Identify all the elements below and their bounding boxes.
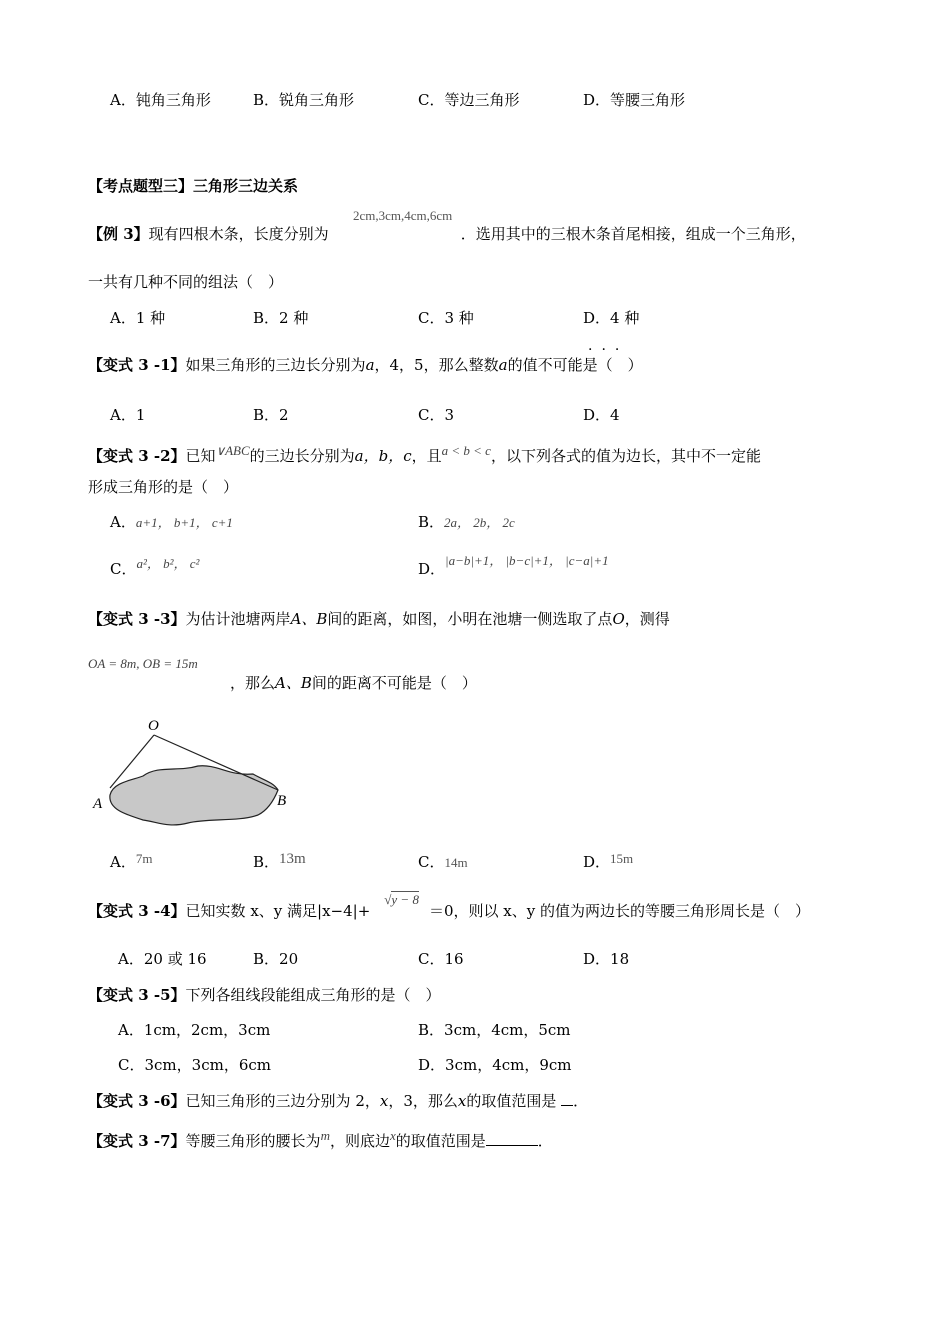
- text: ，3，那么: [388, 1092, 458, 1110]
- text: 间的距离不可能是（ ）: [311, 674, 477, 692]
- text: 的取值范围是: [395, 1132, 486, 1150]
- radicand: y − 8: [391, 892, 419, 907]
- option-b: B．2 种: [253, 309, 309, 327]
- option-c: C．3 种: [418, 309, 474, 327]
- option-d: D．18: [583, 950, 630, 968]
- variant-3-2-line2: 形成三角形的是（ ）: [88, 478, 239, 496]
- point: O: [612, 610, 625, 628]
- variant-label: 【变式 3 -1】: [88, 356, 186, 374]
- variant-label: 【变式 3 -4】: [88, 902, 186, 920]
- text: 已知: [185, 447, 216, 465]
- option-a: A．1 种: [110, 309, 166, 327]
- lengths-formula: 2cm,3cm,4cm,6cm: [353, 208, 453, 223]
- letter: C．: [110, 560, 137, 578]
- var: x: [389, 1128, 396, 1143]
- option-a: [110, 852, 152, 873]
- sqrt-expression: √y − 8: [384, 892, 419, 907]
- letter: D．: [418, 560, 446, 578]
- answer-blank[interactable]: [561, 1091, 573, 1106]
- text: 如果三角形的三边长分别为: [185, 356, 366, 374]
- variant-label: 【变式 3 -5】: [88, 986, 186, 1004]
- variant-3-5: [88, 985, 441, 1005]
- option-d: D．等腰三角形: [583, 91, 686, 109]
- example-3-line2: 一共有几种不同的组法（ ）: [88, 273, 284, 291]
- letter: A．: [110, 513, 136, 531]
- option-c: [110, 556, 200, 580]
- value: 7m: [135, 851, 153, 866]
- variant-label: 【变式 3 -7】: [88, 1132, 186, 1150]
- expr: |a−b|+1， |b−c|+1， |c−a|+1: [445, 553, 609, 568]
- option-d: [583, 852, 633, 873]
- variant-3-3-line2: [230, 673, 477, 693]
- option-d: [418, 553, 609, 580]
- option-b: B．3cm，4cm，5cm: [418, 1021, 571, 1039]
- expr: 2a， 2b， 2c: [444, 515, 515, 530]
- text: ，测得: [624, 610, 670, 628]
- section-title: 【考点题型三】三角形三边关系: [88, 177, 299, 195]
- var: x: [379, 1092, 389, 1110]
- text: 的三边长分别为: [249, 447, 355, 465]
- option-d: D．4: [583, 406, 620, 424]
- variant-label: 【变式 3 -3】: [88, 610, 186, 628]
- inequality: a < b < c: [441, 443, 491, 458]
- text: ．: [573, 1092, 589, 1110]
- triangle-abc: ∨ABC: [215, 443, 250, 458]
- answer-blank[interactable]: [486, 1131, 538, 1146]
- label-a: A: [93, 796, 103, 812]
- text: ，4，5，那么整数: [374, 356, 499, 374]
- variant-3-4: [88, 892, 810, 922]
- points: A、B: [275, 674, 312, 692]
- var: a: [498, 356, 508, 374]
- pond-figure: [88, 710, 298, 840]
- distance-formula: OA = 8m, OB = 15m: [88, 656, 198, 671]
- pond-shape: [110, 766, 278, 825]
- label-b: B: [277, 793, 287, 809]
- letter: C．: [418, 853, 445, 871]
- variant-3-3-line1: [88, 609, 670, 629]
- text: ．: [537, 1132, 553, 1150]
- vars: a，b，c: [354, 447, 412, 465]
- option-a: [110, 512, 233, 533]
- text: 已知实数 x、y 满足|x−4|+: [185, 902, 371, 920]
- text: ，且: [411, 447, 442, 465]
- option-a: A．1cm，2cm，3cm: [118, 1021, 271, 1039]
- option-d: D．3cm，4cm，9cm: [418, 1056, 572, 1074]
- value: 14m: [444, 855, 468, 870]
- option-b: [418, 512, 515, 533]
- text: 的取值范围是: [466, 1092, 562, 1110]
- variant-3-6: [88, 1091, 588, 1111]
- variant-3-7: [88, 1126, 553, 1151]
- variant-label: 【变式 3 -6】: [88, 1092, 186, 1110]
- var: a: [365, 356, 375, 374]
- option-b: B．20: [253, 950, 299, 968]
- text: 现有四根木条，长度分别为: [148, 225, 329, 243]
- text: 等腰三角形的腰长为: [185, 1132, 321, 1150]
- option-b: B．锐角三角形: [253, 91, 355, 109]
- text: ．选用其中的三根木条首尾相接，组成一个三角形，: [460, 225, 806, 243]
- text: ，那么: [230, 674, 276, 692]
- option-c: C．等边三角形: [418, 91, 520, 109]
- example-3-line1: [88, 224, 806, 244]
- var: x: [457, 1092, 467, 1110]
- emphasis-dots: ···: [588, 342, 629, 358]
- option-c: C．3: [418, 406, 455, 424]
- variant-3-2-line1: [88, 441, 761, 466]
- value: 15m: [610, 851, 634, 866]
- option-d: D．4 种: [583, 309, 640, 327]
- option-c: C．3cm，3cm，6cm: [118, 1056, 271, 1074]
- points: A、B: [290, 610, 328, 628]
- var: m: [320, 1128, 330, 1143]
- option-b: [253, 852, 306, 873]
- expr: a+1， b+1， c+1: [135, 515, 233, 530]
- option-b: B．2: [253, 406, 289, 424]
- variant-label: 【变式 3 -2】: [88, 447, 186, 465]
- letter: D．: [583, 853, 611, 871]
- value: 13m: [279, 851, 306, 867]
- variant-3-1: [88, 355, 643, 375]
- option-a: A．钝角三角形: [110, 91, 211, 109]
- option-c: C．16: [418, 950, 464, 968]
- text: 已知三角形的三边分别为 2，: [185, 1092, 380, 1110]
- letter: B．: [253, 853, 280, 871]
- option-a: A．20 或 16: [118, 950, 207, 968]
- text: 为估计池塘两岸: [185, 610, 291, 628]
- expr: a²， b²， c²: [136, 556, 200, 571]
- letter: A．: [110, 853, 136, 871]
- text: 间的距离，如图，小明在池塘一侧选取了点: [327, 610, 613, 628]
- text: ，则底边: [329, 1132, 390, 1150]
- text: 的值不可能是（ ）: [507, 356, 643, 374]
- example-label: 【例 3】: [88, 225, 149, 243]
- text: ＝0，则以 x、y 的值为两边长的等腰三角形周长是（ ）: [428, 902, 810, 920]
- option-c: [418, 852, 468, 873]
- option-a: A．1: [110, 406, 146, 424]
- letter: B．: [418, 513, 445, 531]
- text: 下列各组线段能组成三角形的是（ ）: [185, 986, 441, 1004]
- text: ，以下列各式的值为边长，其中不一定能: [490, 447, 761, 465]
- label-o: O: [148, 718, 159, 734]
